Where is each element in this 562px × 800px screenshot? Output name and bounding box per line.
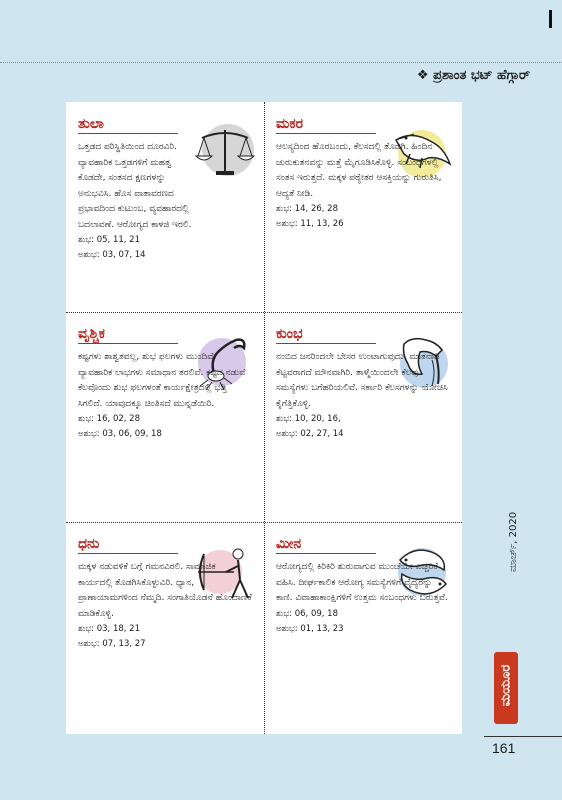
lucky-numbers: ಶುಭ: 16, 02, 28 <box>78 414 140 424</box>
magazine-name: ಮಯೂರ <box>498 664 514 707</box>
issue-date: ಮಾರ್ಚ್, 2020 <box>508 511 519 572</box>
horoscope-panel <box>66 102 462 734</box>
sign-card-kumbha <box>264 312 462 522</box>
sign-title: ತುಲಾ <box>78 116 178 134</box>
sign-title: ಧನು <box>78 536 178 554</box>
sign-prediction: ಆಲಸ್ಯದಿಂದ ಹೊರಬಂದು, ಕೆಲಸದಲ್ಲಿ ತೊಡಗಿ. ಹಿಂದಿನ ಚುರುಕುತನವನ್ನು ಮತ್ತೆ ಮೈಗೂಡಿಸಿಕೊಳ್ಳಿ. ಸಂಬಂಧಗಳಲ್ಲಿ ಸಂತಸ ಇರುತ್ತದೆ. ಮಕ್ಕಳ ಪಠ್ಯೇತರ ಆಸಕ್ತಿಯನ್ನು ಗುರುತಿಸಿ, ಆದ್ಯತೆ ನೀಡಿ. <box>276 142 442 199</box>
sign-card-vrischika <box>66 312 264 522</box>
unlucky-numbers: ಅಶುಭ: 11, 13, 26 <box>276 219 344 229</box>
unlucky-numbers: ಅಶುಭ: 03, 06, 09, 18 <box>78 429 162 439</box>
sign-card-meena <box>264 522 462 732</box>
sign-prediction: ಮಕ್ಕಳ ನಡುವಳಿಕೆ ಬಗ್ಗೆ ಗಮನವಿರಲಿ. ಸಾಮಾಜಿಕ ಕಾರ್ಯದಲ್ಲಿ ತೊಡಗಿಸಿಕೊಳ್ಳುವಿರಿ. ಧ್ಯಾನ, ಪ್ರಾಣಾಯಾಮಗಳಿಂದ ನೆಮ್ಮದಿ. ಸಂಗಾತಿಯೊಡನೆ ಹೊಂದಾಣಿಕೆ ಮಾಡಿಕೊಳ್ಳಿ. <box>78 562 252 619</box>
sign-card-tula <box>66 102 264 312</box>
unlucky-numbers: ಅಶುಭ: 03, 07, 14 <box>78 250 146 260</box>
lucky-numbers: ಶುಭ: 05, 11, 21 <box>78 235 140 245</box>
sign-card-makara <box>264 102 462 312</box>
footer-rule <box>484 736 562 737</box>
lucky-numbers: ಶುಭ: 14, 26, 28 <box>276 204 338 214</box>
sign-title: ಮಕರ <box>276 116 376 134</box>
lucky-numbers: ಶುಭ: 06, 09, 18 <box>276 608 338 619</box>
unlucky-numbers: ಅಶುಭ: 07, 13, 27 <box>78 639 146 649</box>
sign-title: ಮೀನ <box>276 536 376 554</box>
sign-title: ಕುಂಭ <box>276 326 376 344</box>
lucky-numbers: ಶುಭ: 10, 20, 16, <box>276 414 341 424</box>
sign-card-dhanu <box>66 522 264 732</box>
unlucky-numbers: ಅಶುಭ: 01, 13, 23 <box>276 623 344 634</box>
sign-title: ವೃಶ್ಚಿಕ <box>78 326 178 344</box>
sign-prediction: ಕಷ್ಟಗಳು ಶಾಶ್ವತವಲ್ಲ, ಶುಭ ಫಲಗಳು ಮುಂದಿವೆ. ವ್ಯಾವಹಾರಿಕ ಲಾಭಗಳು ಸಮಾಧಾನ ತರಲಿವೆ. ಕಷ್ಟದ ನಡುವೆ ಕೆಲವೊಂದು ಶುಭ ಫಲಗಳಂತೆ ಕಾರ್ಯಕ್ಷೇತ್ರದಲ್ಲಿ ಭಡ್ತಿ ಸಿಗಲಿದೆ. ಯಾವುದಕ್ಕೂ ಚಿಂತಿಸದೆ ಮುನ್ನಡೆಯಿರಿ. <box>78 352 246 409</box>
page-number: 161 <box>492 740 516 756</box>
corner-mark <box>549 10 552 28</box>
top-divider <box>0 62 562 63</box>
sign-prediction: ಆರೋಗ್ಯದಲ್ಲಿ ಕಿರಿಕಿರಿ ಶುರುವಾಗುವ ಮುಂಚೆಯೇ ಎಚ್ಚರಿಕೆ ವಹಿಸಿ. ದೀರ್ಘಕಾಲಿಕ ಆರೋಗ್ಯ ಸಮಸ್ಯೆಗಳಿಗೆ ವೈದ್ಯರನ್ನು ಕಾಣಿ. ವಿವಾಹಾಕಾಂಕ್ಷಿಗಳಿಗೆ ಉತ್ತಮ ಸಂಬಂಧಗಳು ಬರುತ್ತವೆ. <box>276 562 448 603</box>
unlucky-numbers: ಅಶುಭ: 02, 27, 14 <box>276 429 344 439</box>
magazine-logo <box>494 652 518 724</box>
sign-prediction: ಒತ್ತಡದ ಪರಿಸ್ಥಿತಿಯಿಂದ ದೂರವಿರಿ. ವ್ಯಾವಹಾರಿಕ ಒತ್ತಡಗಳಿಗೆ ಮಹತ್ವ ಕೊಡದೇ, ಸಂತಸದ ಕ್ಷಣಗಳನ್ನು ಅನುಭವಿಸಿ. ಹೊಸ ವಾತಾವರಣದ ಪ್ರಭಾವದಿಂದ ಕುಟುಂಬ, ವ್ಯವಹಾರದಲ್ಲಿ ಬದಲಾವಣೆ. ಆರೋಗ್ಯದ ಕಾಳಜಿ ಇರಲಿ. <box>78 142 192 230</box>
author-byline: ❖ ಪ್ರಶಾಂತ ಭಟ್ ಹೆಗ್ಗಾರ್ <box>416 68 530 83</box>
lucky-numbers: ಶುಭ: 03, 18, 21 <box>78 624 140 634</box>
sign-prediction: ನಂಬಿದ ಜನರಿಂದಲೇ ಬೇಸರ ಉಂಟಾಗುವುದು. ಮಾತನಾಡಿ ಕೆಟ್ಟವರಾಗದೆ ಮೌನವಾಗಿರಿ. ತಾಳ್ಮೆಯಿಂದಲೇ ಕೆಲವು ಸಮಸ್ಯೆಗಳು ಬಗೆಹರಿಯಲಿವೆ. ಸರ್ಕಾರಿ ಕೆಲಸಗಳನ್ನು ಯೋಚಿಸಿ ಕೈಗೆತ್ತಿಕೊಳ್ಳಿ. <box>276 352 448 409</box>
